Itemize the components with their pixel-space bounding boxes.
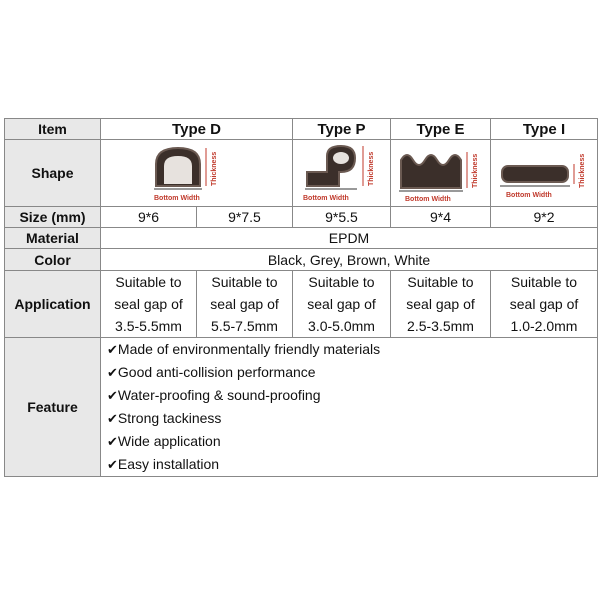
application-cell bbox=[491, 271, 598, 338]
size-row bbox=[5, 207, 598, 228]
shape-row bbox=[5, 140, 598, 207]
bottom-width-label-p: Bottom Width bbox=[302, 195, 349, 202]
type-e-profile-image bbox=[395, 142, 487, 204]
bottom-width-label-i: Bottom Width bbox=[506, 192, 552, 199]
shape-cell-type-d bbox=[101, 140, 293, 207]
application-line: seal gap of bbox=[509, 296, 579, 312]
feature-text: Good anti-collision performance bbox=[117, 364, 316, 380]
application-cell bbox=[391, 271, 491, 338]
size-cell: 9*5.5 bbox=[293, 207, 391, 228]
header-type-i: Type I bbox=[491, 119, 598, 140]
shape-cell-type-e bbox=[391, 140, 491, 207]
thickness-label-i: Thickness bbox=[579, 153, 586, 188]
check-icon: ✔ bbox=[107, 411, 118, 426]
feature-row bbox=[5, 338, 598, 477]
header-row bbox=[5, 119, 598, 140]
check-icon: ✔ bbox=[107, 365, 118, 380]
type-i-profile-image bbox=[494, 142, 594, 204]
application-line: 1.0-2.0mm bbox=[510, 318, 578, 334]
header-type-d: Type D bbox=[101, 119, 293, 140]
feature-item bbox=[107, 453, 597, 476]
type-p-profile-image bbox=[297, 142, 387, 204]
application-line: 3.5-5.5mm bbox=[115, 318, 182, 334]
application-line: 5.5-7.5mm bbox=[211, 318, 278, 334]
thickness-label-p: Thickness bbox=[367, 151, 375, 186]
color-row bbox=[5, 249, 598, 271]
feature-text: Water-proofing & sound-proofing bbox=[117, 387, 321, 403]
application-line: Suitable to bbox=[115, 274, 182, 290]
check-icon: ✔ bbox=[107, 388, 118, 403]
application-line: 3.0-5.0mm bbox=[308, 318, 375, 334]
thickness-label-e: Thickness bbox=[471, 153, 479, 188]
application-line: seal gap of bbox=[114, 296, 183, 312]
application-cell bbox=[101, 271, 197, 338]
row-label-size: Size (mm) bbox=[5, 207, 101, 228]
row-label-application: Application bbox=[5, 271, 101, 338]
shape-cell-type-p bbox=[293, 140, 391, 207]
application-line: Suitable to bbox=[211, 274, 278, 290]
application-line: seal gap of bbox=[210, 296, 279, 312]
bottom-width-label-e: Bottom Width bbox=[404, 196, 451, 203]
shape-cell-type-i bbox=[491, 140, 598, 207]
material-value: EPDM bbox=[101, 228, 598, 249]
feature-cell bbox=[101, 338, 598, 477]
feature-list bbox=[101, 338, 597, 476]
application-row bbox=[5, 271, 598, 338]
application-line: Suitable to bbox=[308, 274, 375, 290]
feature-text: Strong tackiness bbox=[117, 410, 222, 426]
feature-item bbox=[107, 384, 597, 407]
header-item: Item bbox=[5, 119, 101, 140]
application-line: 2.5-3.5mm bbox=[407, 318, 474, 334]
feature-item bbox=[107, 361, 597, 384]
size-cell: 9*4 bbox=[391, 207, 491, 228]
row-label-feature: Feature bbox=[5, 338, 101, 477]
check-icon: ✔ bbox=[107, 457, 118, 472]
header-type-p: Type P bbox=[293, 119, 391, 140]
check-icon: ✔ bbox=[107, 434, 118, 449]
size-cell: 9*6 bbox=[101, 207, 197, 228]
application-cell bbox=[197, 271, 293, 338]
feature-text: Made of environmentally friendly materials bbox=[117, 341, 381, 357]
thickness-label-d: Thickness bbox=[210, 151, 218, 186]
material-row bbox=[5, 228, 598, 249]
application-line: seal gap of bbox=[307, 296, 376, 312]
feature-text: Wide application bbox=[117, 433, 221, 449]
application-line: Suitable to bbox=[510, 274, 578, 290]
check-icon: ✔ bbox=[107, 342, 118, 357]
application-line: seal gap of bbox=[406, 296, 475, 312]
type-d-profile-image bbox=[142, 142, 252, 204]
row-label-material: Material bbox=[5, 228, 101, 249]
feature-item bbox=[107, 407, 597, 430]
application-line: Suitable to bbox=[407, 274, 474, 290]
color-value: Black, Grey, Brown, White bbox=[101, 249, 598, 271]
row-label-color: Color bbox=[5, 249, 101, 271]
feature-item bbox=[107, 338, 597, 361]
application-cell bbox=[293, 271, 391, 338]
bottom-width-label-d: Bottom Width bbox=[153, 195, 200, 202]
row-label-shape: Shape bbox=[5, 140, 101, 207]
size-cell: 9*7.5 bbox=[197, 207, 293, 228]
header-type-e: Type E bbox=[391, 119, 491, 140]
size-cell: 9*2 bbox=[491, 207, 598, 228]
spec-table bbox=[4, 118, 598, 477]
feature-text: Easy installation bbox=[117, 456, 220, 472]
feature-item bbox=[107, 430, 597, 453]
